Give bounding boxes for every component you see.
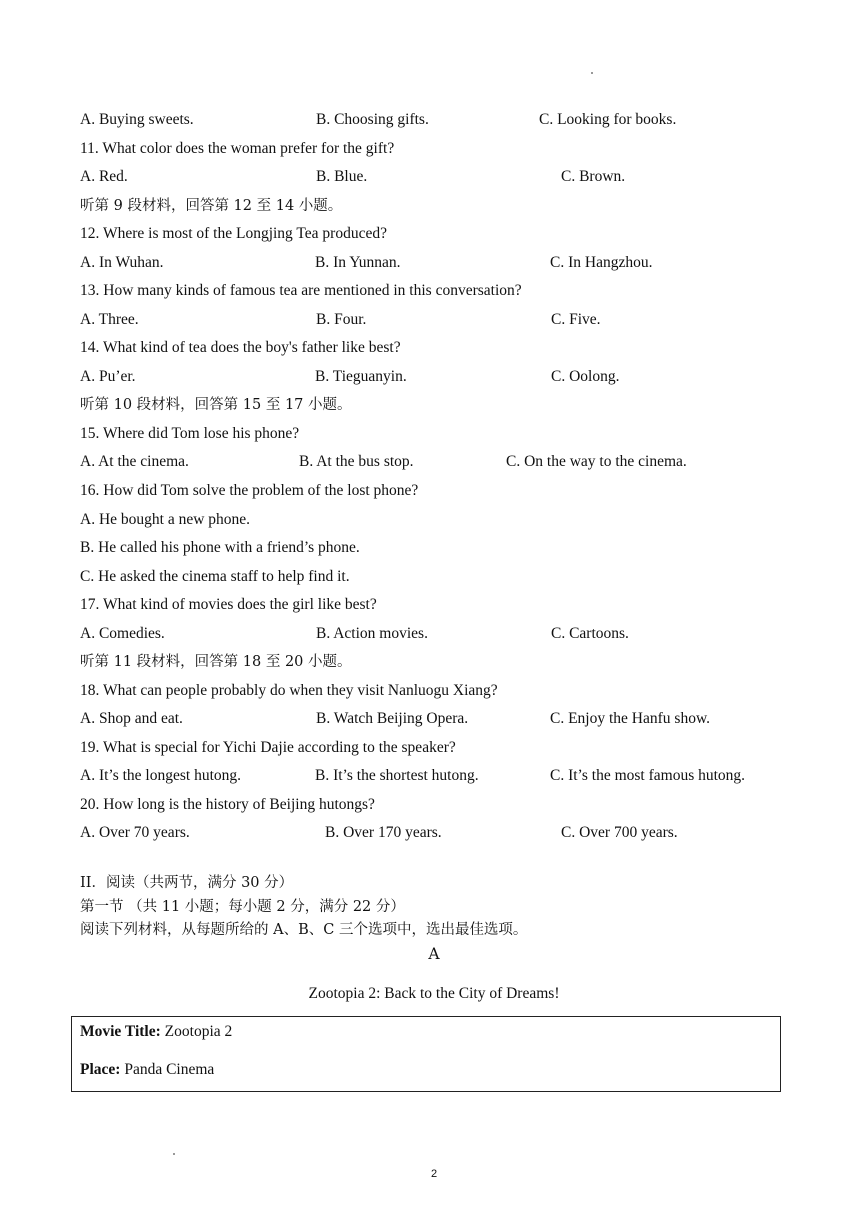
q12-option-c: C. In Hangzhou.	[550, 254, 653, 271]
q15-question: 15. Where did Tom lose his phone?	[80, 425, 300, 442]
q11-question: 11. What color does the woman prefer for the gift?	[80, 140, 395, 157]
q16-question: 16. How did Tom solve the problem of the lost phone?	[80, 482, 419, 499]
q18-option-b: B. Watch Beijing Opera.	[316, 710, 469, 727]
q18-option-c: C. Enjoy the Hanfu show.	[550, 710, 711, 727]
q20-option-b: B. Over 170 years.	[325, 824, 442, 841]
q19-question: 19. What is special for Yichi Dajie according to the speaker?	[80, 739, 456, 756]
q12-option-a: A. In Wuhan.	[80, 254, 164, 271]
passage-letter: A	[428, 945, 440, 963]
movie-title-label: Movie Title:	[80, 1023, 161, 1040]
q17-option-c: C. Cartoons.	[551, 625, 629, 642]
scan-speck	[173, 1153, 175, 1155]
reading-part-1: 第一节 （共 11 小题；每小题 2 分，满分 22 分）	[80, 899, 405, 915]
q16-option-b: B. He called his phone with a friend’s phone.	[80, 539, 360, 556]
q15-option-a: A. At the cinema.	[80, 453, 189, 470]
q14-option-a: A. Pu’er.	[80, 368, 136, 385]
q14-option-b: B. Tieguanyin.	[315, 368, 407, 385]
q20-option-a: A. Over 70 years.	[80, 824, 190, 841]
q18-option-a: A. Shop and eat.	[80, 710, 183, 727]
q13-question: 13. How many kinds of famous tea are mentioned in this conversation?	[80, 282, 522, 299]
q20-option-c: C. Over 700 years.	[561, 824, 678, 841]
q10-option-c: C. Looking for books.	[539, 111, 677, 128]
movie-info-box	[71, 1016, 781, 1092]
section-10-instruction: 听第 10 段材料，回答第 15 至 17 小题。	[80, 397, 352, 413]
q14-option-c: C. Oolong.	[551, 368, 620, 385]
q17-question: 17. What kind of movies does the girl like best?	[80, 596, 377, 613]
scan-speck	[591, 72, 593, 74]
place-label: Place:	[80, 1061, 121, 1078]
q13-option-a: A. Three.	[80, 311, 139, 328]
q16-option-c: C. He asked the cinema staff to help find it.	[80, 568, 350, 585]
page-number: 2	[430, 1168, 438, 1180]
place-value: Panda Cinema	[120, 1061, 215, 1078]
q11-option-c: C. Brown.	[561, 168, 626, 185]
movie-title-value: Zootopia 2	[160, 1023, 233, 1040]
reading-heading: II．阅读（共两节，满分 30 分）	[80, 875, 294, 891]
q17-option-b: B. Action movies.	[316, 625, 428, 642]
q19-option-c: C. It’s the most famous hutong.	[550, 767, 746, 784]
q10-option-b: B. Choosing gifts.	[316, 111, 429, 128]
q12-option-b: B. In Yunnan.	[315, 254, 401, 271]
section-9-instruction: 听第 9 段材料，回答第 12 至 14 小题。	[80, 198, 343, 214]
q14-question: 14. What kind of tea does the boy's father like best?	[80, 339, 401, 356]
q16-option-a: A. He bought a new phone.	[80, 511, 251, 528]
movie-title-row	[80, 1023, 232, 1041]
q15-option-b: B. At the bus stop.	[299, 453, 414, 470]
q19-option-b: B. It’s the shortest hutong.	[315, 767, 479, 784]
reading-instruction: 阅读下列材料，从每题所给的 A、B、C 三个选项中，选出最佳选项。	[80, 922, 528, 938]
q11-option-a: A. Red.	[80, 168, 128, 185]
q10-option-a: A. Buying sweets.	[80, 111, 194, 128]
q12-question: 12. Where is most of the Longjing Tea produced?	[80, 225, 387, 242]
q17-option-a: A. Comedies.	[80, 625, 165, 642]
q20-question: 20. How long is the history of Beijing hutongs?	[80, 796, 375, 813]
section-11-instruction: 听第 11 段材料，回答第 18 至 20 小题。	[80, 654, 352, 670]
q19-option-a: A. It’s the longest hutong.	[80, 767, 242, 784]
q15-option-c: C. On the way to the cinema.	[506, 453, 687, 470]
passage-title: Zootopia 2: Back to the City of Dreams!	[308, 985, 560, 1002]
q18-question: 18. What can people probably do when they visit Nanluogu Xiang?	[80, 682, 498, 699]
q13-option-c: C. Five.	[551, 311, 601, 328]
q13-option-b: B. Four.	[316, 311, 367, 328]
q11-option-b: B. Blue.	[316, 168, 368, 185]
place-row	[80, 1061, 214, 1079]
